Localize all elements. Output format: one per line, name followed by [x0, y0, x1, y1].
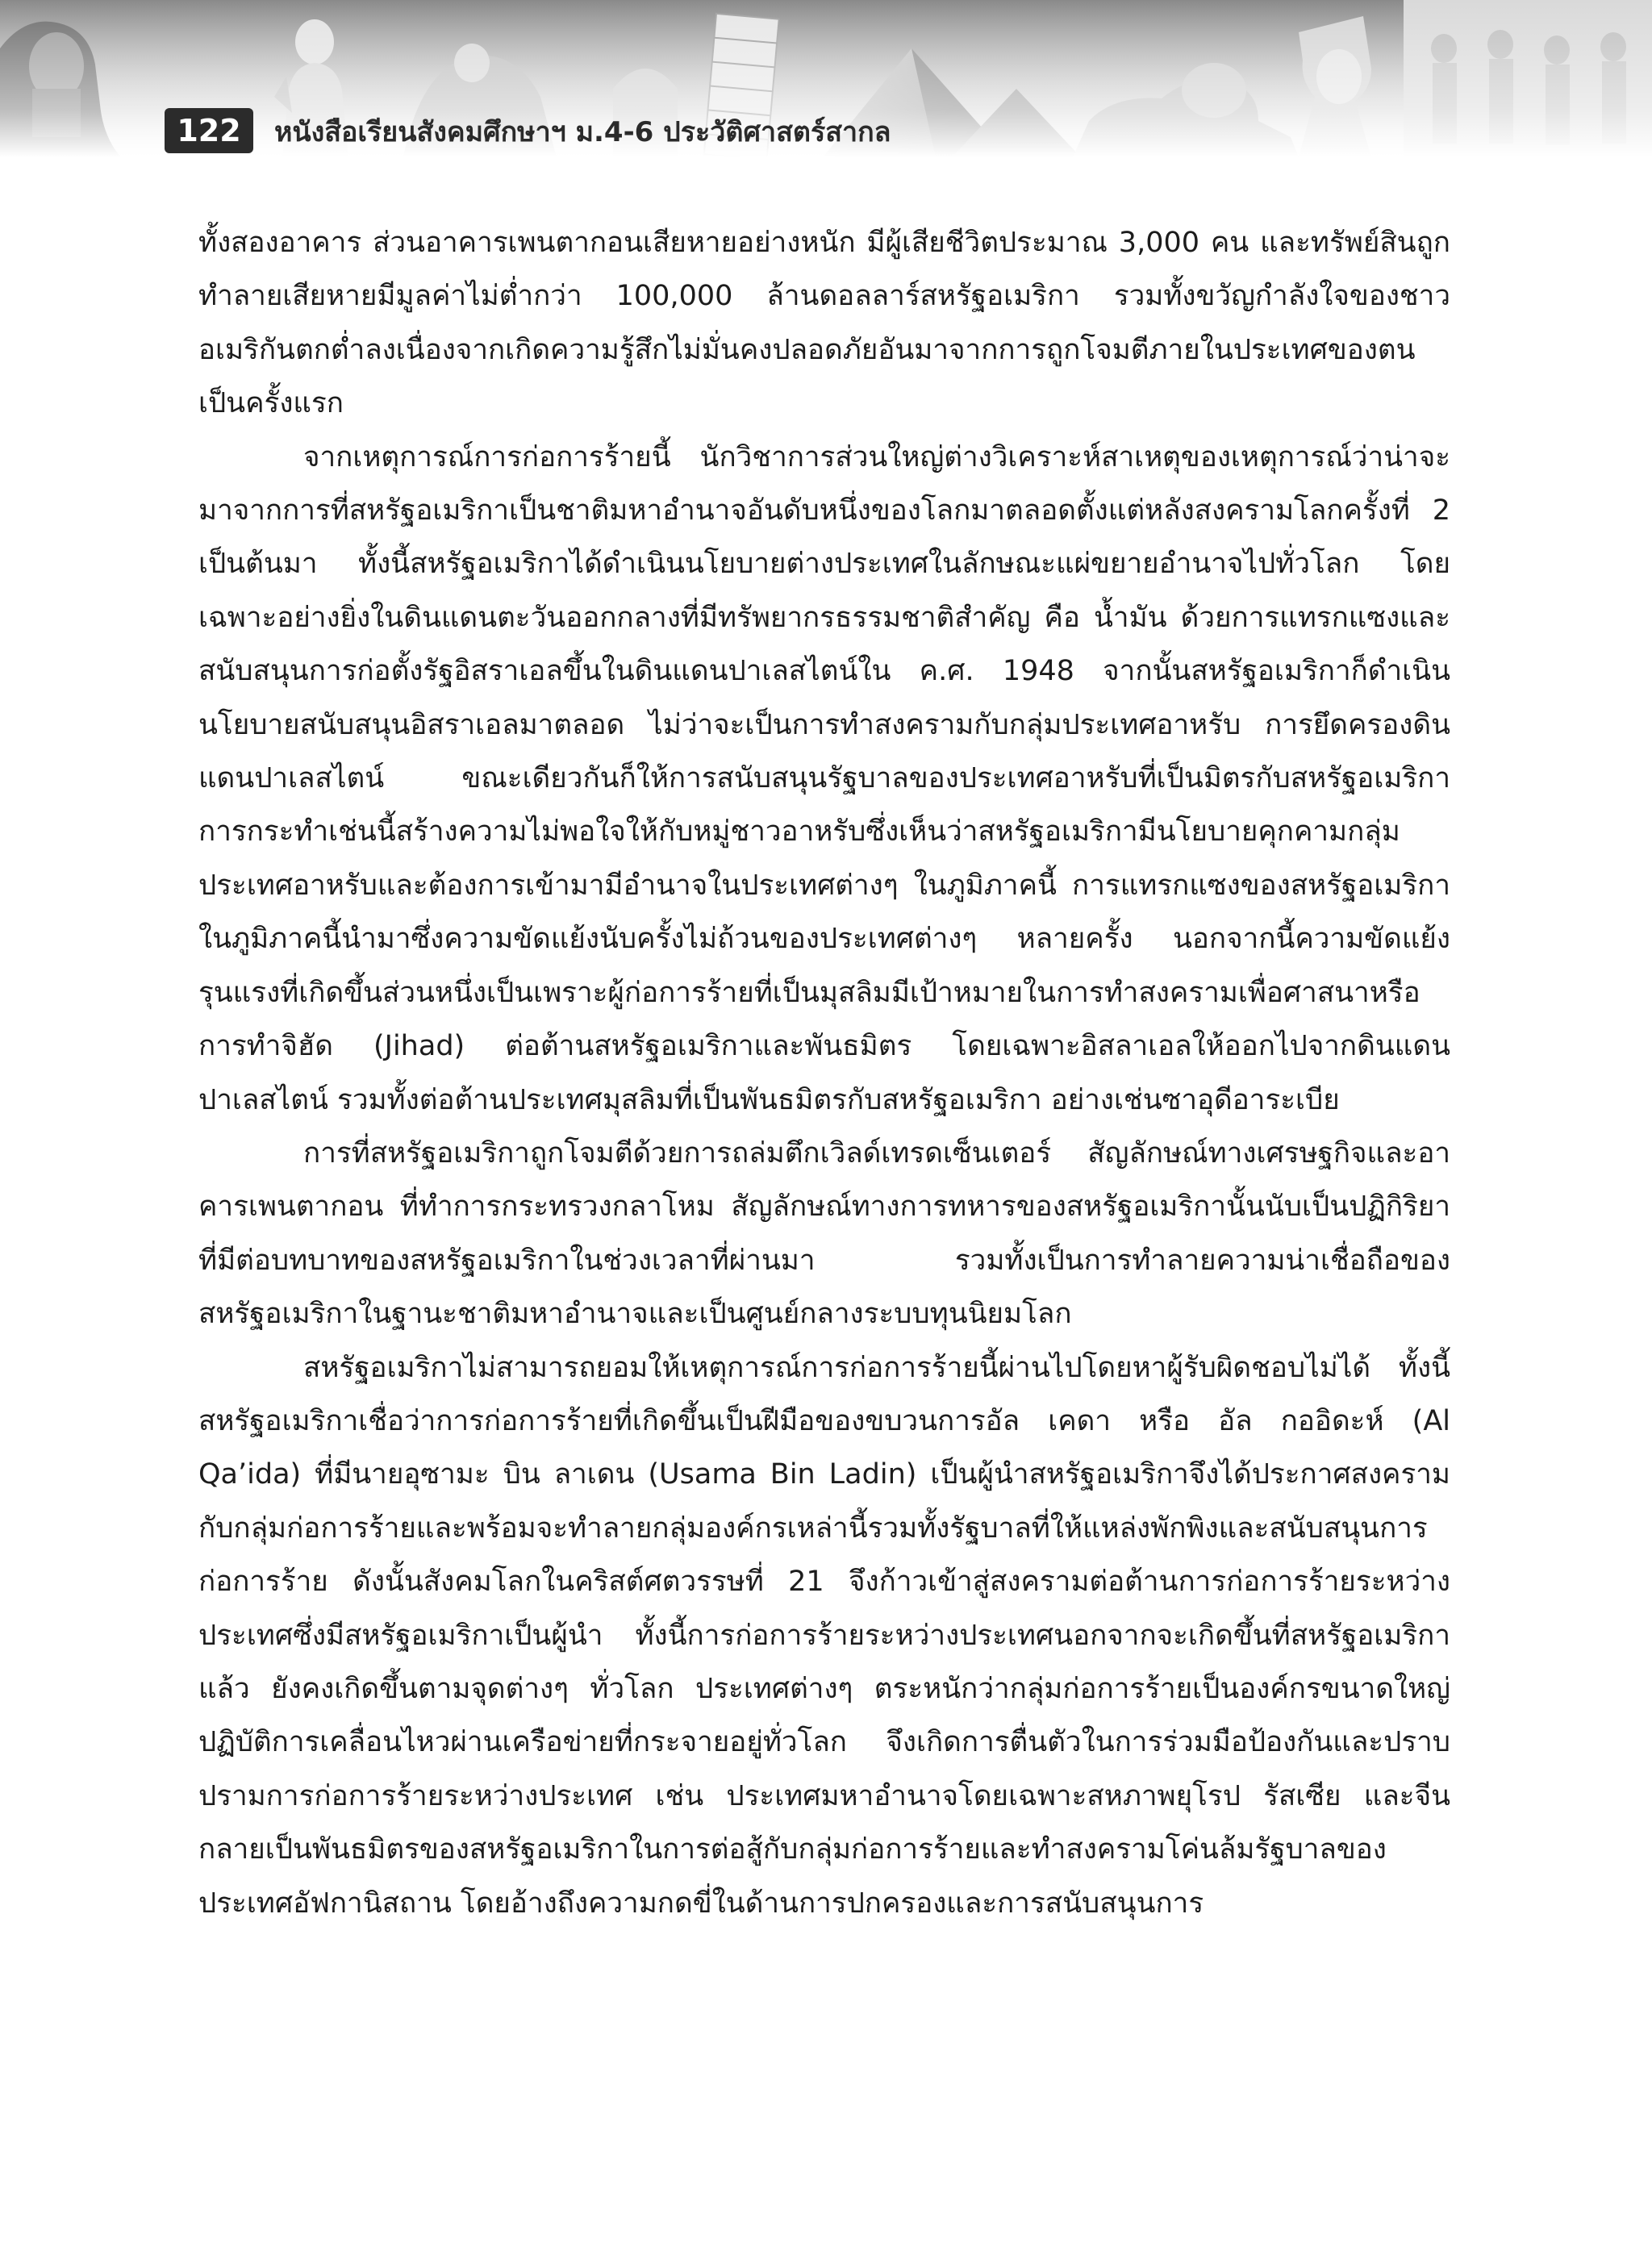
paragraph-1: ทั้งสองอาคาร ส่วนอาคารเพนตากอนเสียหายอย่างหนัก มีผู้เสียชีวิตประมาณ 3,000 คน และทรัพย์สินถูกทำลายเสียหายมีมูลค่าไม่ต่ำกว่า 100,000 ล้านดอลลาร์สหรัฐอเมริกา รวมทั้งขวัญกำลังใจของชาวอเมริกันตกต่ำลงเนื่องจากเกิดความรู้สึกไม่มั่นคงปลอดภัยอันมาจากการถูกโจมตีภายในประเทศของตนเป็นครั้งแรก: [198, 227, 1450, 420]
paragraph-3: การที่สหรัฐอเมริกาถูกโจมตีด้วยการถล่มตึกเวิลด์เทรดเซ็นเตอร์ สัญลักษณ์ทางเศรษฐกิจและอาคารเพนตากอน ที่ทำการกระทรวงกลาโหม สัญลักษณ์ทางการทหารของสหรัฐอเมริกานั้นนับเป็นปฏิกิริยาที่มีต่อบทบาทของสหรัฐอเมริกาในช่วงเวลาที่ผ่านมา รวมทั้งเป็นการทำลายความน่าเชื่อถือของสหรัฐอเมริกาในฐานะชาติมหาอำนาจและเป็นศูนย์กลางระบบทุนนิยมโลก: [198, 1136, 1450, 1331]
paragraph-4: สหรัฐอเมริกาไม่สามารถยอมให้เหตุการณ์การก่อการร้ายนี้ผ่านไปโดยหาผู้รับผิดชอบไม่ได้ ทั้งนี้สหรัฐอเมริกาเชื่อว่าการก่อการร้ายที่เกิดขึ้นเป็นฝีมือของขบวนการอัล เคดา หรือ อัล กออิดะห์ (Al Qa’ida) ที่มีนายอุซามะ บิน ลาเดน (Usama Bin Ladin) เป็นผู้นำสหรัฐอเมริกาจึงได้ประกาศสงครามกับกลุ่มก่อการร้ายและพร้อมจะทำลายกลุ่มองค์กรเหล่านี้รวมทั้งรัฐบาลที่ให้แหล่งพักพิงและสนับสนุนการก่อการร้าย ดังนั้นสังคมโลกในคริสต์ศตวรรษที่ 21 จึงก้าวเข้าสู่สงครามต่อต้านการก่อการร้ายระหว่างประเทศซึ่งมีสหรัฐอเมริกาเป็นผู้นำ ทั้งนี้การก่อการร้ายระหว่างประเทศนอกจากจะเกิดขึ้นที่สหรัฐอเมริกาแล้ว ยังคงเกิดขึ้นตามจุดต่างๆ ทั่วโลก ประเทศต่างๆ ตระหนักว่ากลุ่มก่อการร้ายเป็นองค์กรขนาดใหญ่ ปฏิบัติการเคลื่อนไหวผ่านเครือข่ายที่กระจายอยู่ทั่วโลก จึงเกิดการตื่นตัวในการร่วมมือป้องกันและปราบปรามการก่อการร้ายระหว่างประเทศ เช่น ประเทศมหาอำนาจโดยเฉพาะสหภาพยุโรป รัสเซีย และจีนกลายเป็นพันธมิตรของสหรัฐอเมริกาในการต่อสู้กับกลุ่มก่อการร้ายและทำสงครามโค่นล้มรัฐบาลของประเทศอัฟกานิสถาน โดยอ้างถึงความกดขี่ในด้านการปกครองและการสนับสนุนการ: [198, 1351, 1450, 1920]
book-title-header: หนังสือเรียนสังคมศึกษาฯ ม.4-6 ประวัติศาสตร์สากล: [274, 116, 891, 148]
page-number: 122: [165, 108, 253, 153]
paragraph-2: จากเหตุการณ์การก่อการร้ายนี้ นักวิชาการส่วนใหญ่ต่างวิเคราะห์สาเหตุของเหตุการณ์ว่าน่าจะมาจากการที่สหรัฐอเมริกาเป็นชาติมหาอำนาจอันดับหนึ่งของโลกมาตลอดตั้งแต่หลังสงครามโลกครั้งที่ 2 เป็นต้นมา ทั้งนี้สหรัฐอเมริกาได้ดำเนินนโยบายต่างประเทศในลักษณะแผ่ขยายอำนาจไปทั่วโลก โดยเฉพาะอย่างยิ่งในดินแดนตะวันออกกลางที่มีทรัพยากรธรรมชาติสำคัญ คือ น้ำมัน ด้วยการแทรกแซงและสนับสนุนการก่อตั้งรัฐอิสราเอลขึ้นในดินแดนปาเลสไตน์ใน ค.ศ. 1948 จากนั้นสหรัฐอเมริกาก็ดำเนินนโยบายสนับสนุนอิสราเอลมาตลอด ไม่ว่าจะเป็นการทำสงครามกับกลุ่มประเทศอาหรับ การยึดครองดินแดนปาเลสไตน์ ขณะเดียวกันก็ให้การสนับสนุนรัฐบาลของประเทศอาหรับที่เป็นมิตรกับสหรัฐอเมริกา การกระทำเช่นนี้สร้างความไม่พอใจให้กับหมู่ชาวอาหรับซึ่งเห็นว่าสหรัฐอเมริกามีนโยบายคุกคามกลุ่มประเทศอาหรับและต้องการเข้ามามีอำนาจในประเทศต่างๆ ในภูมิภาคนี้ การแทรกแซงของสหรัฐอเมริกาในภูมิภาคนี้นำมาซึ่งความขัดแย้งนับครั้งไม่ถ้วนของประเทศต่างๆ หลายครั้ง นอกจากนี้ความขัดแย้งรุนแรงที่เกิดขึ้นส่วนหนึ่งเป็นเพราะผู้ก่อการร้ายที่เป็นมุสลิมมีเป้าหมายในการทำสงครามเพื่อศาสนาหรือการทำจิฮัด (Jihad) ต่อต้านสหรัฐอเมริกาและพันธมิตร โดยเฉพาะอิสลาเอลให้ออกไปจากดินแดนปาเลสไตน์ รวมทั้งต่อต้านประเทศมุสลิมที่เป็นพันธมิตรกับสหรัฐอเมริกา อย่างเช่นซาอุดีอาระเบีย: [198, 440, 1450, 1116]
page-body: [198, 216, 1450, 1930]
